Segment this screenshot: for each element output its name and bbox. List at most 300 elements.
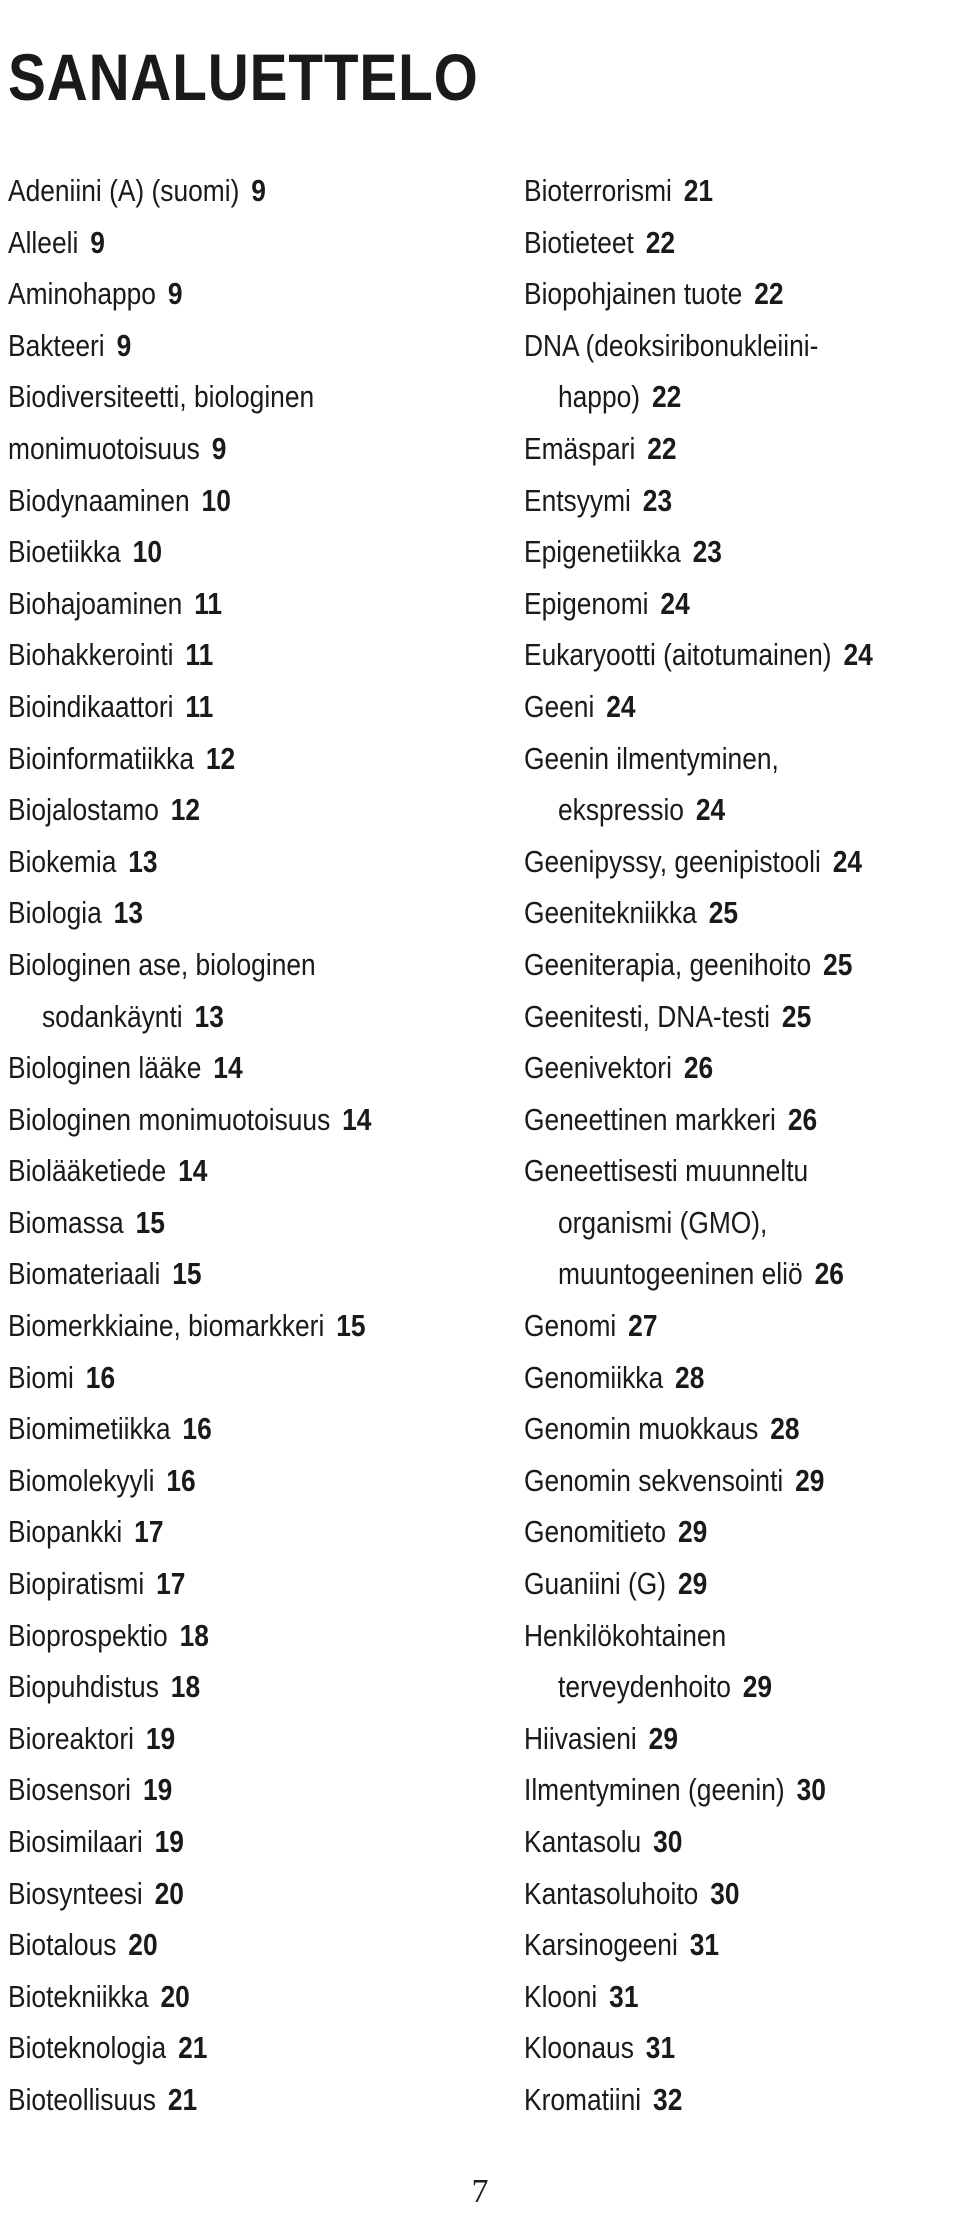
glossary-term: Hiivasieni — [524, 1720, 637, 1756]
glossary-entry — [524, 887, 960, 939]
glossary-term: Biomolekyyli — [8, 1462, 155, 1498]
glossary-page-number: 27 — [628, 1308, 658, 1344]
glossary-page-number: 10 — [132, 534, 162, 570]
glossary-page-number: 22 — [651, 379, 682, 415]
glossary-term: Biomassa — [8, 1204, 124, 1240]
glossary-entry-content — [524, 1816, 682, 1868]
glossary-term: Bioterrorismi — [524, 173, 672, 208]
glossary-page-number: 30 — [653, 1824, 683, 1859]
glossary-entry — [524, 1713, 960, 1765]
glossary-entry-content — [524, 1610, 726, 1662]
glossary-term: Geeniterapia, geenihoito — [524, 946, 812, 982]
glossary-term: Biohajoaminen — [8, 585, 183, 621]
glossary-page-number: 26 — [787, 1101, 818, 1137]
glossary-entry-content — [8, 1197, 165, 1249]
glossary-entry — [524, 578, 960, 630]
glossary-page-number: 11 — [194, 585, 223, 621]
glossary-entry-content — [8, 1094, 371, 1146]
glossary-term: terveydenhoito — [558, 1669, 731, 1705]
glossary-entry-content — [8, 1403, 212, 1455]
glossary-term: Biosimilaari — [8, 1824, 143, 1859]
glossary-term: Geenitesti, DNA-testi — [524, 998, 771, 1034]
glossary-entry-content — [8, 475, 231, 527]
glossary-entry — [8, 320, 508, 372]
glossary-entry-content — [524, 1919, 719, 1971]
glossary-entry — [8, 1403, 508, 1455]
glossary-entry — [8, 1610, 508, 1662]
glossary-entry-content — [8, 526, 162, 578]
glossary-entry — [524, 1919, 960, 1971]
glossary-page-number: 29 — [677, 1566, 708, 1602]
glossary-page-number: 30 — [796, 1772, 826, 1808]
glossary-term: Ilmentyminen (geenin) — [524, 1772, 785, 1808]
glossary-entry-content — [524, 526, 722, 578]
glossary-term: DNA (deoksiribonukleiini- — [524, 327, 819, 363]
glossary-term: Biotieteet — [524, 224, 634, 260]
glossary-term: Biomi — [8, 1359, 74, 1395]
glossary-entry — [8, 1971, 508, 2023]
glossary-entry-content — [8, 784, 200, 836]
glossary-term: Bioprospektio — [8, 1617, 168, 1653]
glossary-entry-content — [8, 1042, 243, 1094]
glossary-entry — [524, 217, 960, 269]
glossary-term: Bioetiikka — [8, 534, 121, 570]
glossary-term: ekspressio — [558, 792, 684, 828]
glossary-term: Bioinformatiikka — [8, 740, 194, 776]
glossary-page-number: 9 — [211, 430, 227, 466]
glossary-page-number: 31 — [645, 2030, 676, 2066]
glossary-page-number: 21 — [178, 2030, 208, 2066]
glossary-entry — [524, 423, 960, 475]
glossary-entry-content — [8, 371, 314, 423]
glossary-entry — [524, 371, 960, 423]
page-number: 7 — [471, 2173, 489, 2210]
glossary-term: Kloonaus — [524, 2030, 634, 2066]
glossary-term: Biosensori — [8, 1772, 132, 1808]
glossary-entry — [8, 1558, 508, 1610]
glossary-entry-content — [8, 1248, 202, 1300]
glossary-entry — [8, 268, 508, 320]
glossary-entry-content — [8, 733, 235, 785]
glossary-entry — [524, 2074, 960, 2126]
glossary-entry — [8, 1868, 508, 1920]
glossary-entry-content — [524, 475, 672, 527]
glossary-term: Biopiratismi — [8, 1566, 145, 1602]
glossary-entry — [524, 475, 960, 527]
glossary-term: Genomitieto — [524, 1514, 667, 1550]
glossary-entry-content — [524, 784, 725, 836]
glossary-term: Biomateriaali — [8, 1256, 161, 1292]
glossary-term: Bioreaktori — [8, 1720, 134, 1756]
glossary-term: Entsyymi — [524, 482, 631, 518]
glossary-page-number: 24 — [660, 585, 690, 621]
glossary-entry-content — [524, 1300, 657, 1352]
glossary-page-number: 31 — [609, 1978, 639, 2014]
glossary-term: Biokemia — [8, 843, 117, 879]
glossary-entry — [524, 1094, 960, 1146]
glossary-entry-content — [8, 1455, 196, 1507]
glossary-entry-content — [524, 165, 713, 217]
glossary-entry — [8, 939, 508, 991]
glossary-page-number: 9 — [251, 173, 266, 208]
glossary-entry — [524, 165, 960, 217]
glossary-entry — [8, 836, 508, 888]
glossary-page-number: 19 — [145, 1720, 176, 1756]
glossary-term: Alleeli — [8, 224, 79, 260]
glossary-entry — [524, 1868, 960, 1920]
glossary-page-number: 23 — [642, 482, 673, 518]
glossary-page-number: 9 — [90, 224, 105, 260]
glossary-term: Eukaryootti (aitotumainen) — [524, 637, 832, 673]
glossary-term: Emäspari — [524, 430, 636, 466]
glossary-entry-content — [524, 733, 779, 785]
glossary-page-number: 19 — [154, 1824, 184, 1859]
glossary-page-number: 14 — [342, 1101, 372, 1137]
glossary-page-number: 14 — [178, 1153, 208, 1189]
glossary-entry-content — [8, 887, 143, 939]
glossary-entry — [8, 1764, 508, 1816]
glossary-page-number: 24 — [843, 637, 873, 673]
glossary-term: Biosynteesi — [8, 1875, 143, 1911]
glossary-term: Genomin sekvensointi — [524, 1462, 784, 1498]
glossary-column-right — [524, 165, 960, 2126]
glossary-entry-content — [8, 578, 222, 630]
glossary-term: Adeniini (A) (suomi) — [8, 173, 240, 208]
glossary-page-number: 13 — [194, 998, 224, 1034]
glossary-page-number: 28 — [675, 1359, 705, 1395]
glossary-entry — [8, 629, 508, 681]
glossary-term: Bioteknologia — [8, 2030, 167, 2066]
glossary-page-number: 29 — [742, 1669, 773, 1705]
glossary-entry-content — [8, 1661, 200, 1713]
glossary-term: Geneettinen markkeri — [524, 1101, 776, 1137]
glossary-entry-content — [524, 1455, 824, 1507]
glossary-entry-content — [524, 991, 811, 1043]
glossary-term: Biologinen ase, biologinen — [8, 946, 316, 982]
glossary-page-number: 17 — [156, 1566, 186, 1602]
glossary-term: Biolääketiede — [8, 1153, 167, 1189]
glossary-term: Guaniini (G) — [524, 1566, 667, 1602]
glossary-term: monimuotoisuus — [8, 430, 200, 466]
glossary-page-number: 25 — [708, 895, 739, 931]
glossary-entry — [524, 320, 960, 372]
glossary-page-number: 28 — [770, 1411, 800, 1447]
glossary-entry-content — [524, 217, 675, 269]
glossary-column-left — [8, 165, 508, 2126]
glossary-entry-content — [8, 1816, 184, 1868]
glossary-entry-content — [8, 2074, 197, 2126]
glossary-page-number: 15 — [336, 1308, 366, 1344]
glossary-entry — [524, 784, 960, 836]
glossary-entry — [8, 1042, 508, 1094]
glossary-entry — [524, 1455, 960, 1507]
glossary-term: organismi (GMO), — [558, 1204, 768, 1240]
glossary-entry-content — [524, 1145, 808, 1197]
glossary-entry-content — [8, 1764, 172, 1816]
glossary-term: Biomerkkiaine, biomarkkeri — [8, 1308, 325, 1344]
glossary-entry — [8, 1094, 508, 1146]
glossary-entry — [8, 1455, 508, 1507]
glossary-entry — [8, 1713, 508, 1765]
glossary-page-number: 29 — [677, 1514, 708, 1550]
glossary-page-number: 31 — [689, 1927, 720, 1963]
glossary-entry — [524, 1352, 960, 1404]
glossary-entry-content — [8, 1868, 184, 1920]
glossary-term: Karsinogeeni — [524, 1927, 678, 1963]
glossary-entry-content — [8, 1352, 115, 1404]
glossary-page-number: 20 — [160, 1978, 190, 2014]
glossary-page-number: 30 — [710, 1875, 740, 1911]
glossary-entry-content — [524, 578, 690, 630]
glossary-page-number: 16 — [85, 1359, 116, 1395]
glossary-page-number: 24 — [832, 843, 863, 879]
glossary-term: Aminohappo — [8, 276, 156, 312]
glossary-entry — [8, 1919, 508, 1971]
glossary-entry — [8, 991, 508, 1043]
glossary-entry — [524, 1661, 960, 1713]
glossary-page-number: 15 — [135, 1204, 165, 1240]
glossary-page-number: 18 — [170, 1669, 201, 1705]
glossary-term: Epigenomi — [524, 585, 649, 621]
glossary-entry-content — [8, 268, 183, 320]
glossary-term: Bioteollisuus — [8, 2081, 156, 2117]
glossary-page-number: 12 — [205, 740, 236, 776]
glossary-entry-content — [8, 939, 316, 991]
glossary-term: Biotalous — [8, 1927, 117, 1963]
glossary-entry — [8, 1145, 508, 1197]
glossary-entry — [524, 1764, 960, 1816]
glossary-page-number: 21 — [167, 2081, 198, 2117]
glossary-entry-content — [8, 1506, 163, 1558]
glossary-entry — [524, 526, 960, 578]
glossary-page-number: 22 — [645, 224, 676, 260]
glossary-term: Epigenetiikka — [524, 534, 681, 570]
glossary-term: Biodynaaminen — [8, 482, 190, 518]
glossary-entry — [524, 1300, 960, 1352]
glossary-entry — [8, 578, 508, 630]
glossary-entry-content — [8, 423, 226, 475]
glossary-entry-content — [8, 1300, 366, 1352]
glossary-entry-content — [8, 2022, 207, 2074]
glossary-entry — [524, 681, 960, 733]
glossary-page-number: 22 — [754, 276, 784, 312]
glossary-entry — [8, 1661, 508, 1713]
glossary-entry-content — [524, 1506, 707, 1558]
glossary-entry — [8, 1352, 508, 1404]
glossary-entry — [8, 1300, 508, 1352]
glossary-entry-content — [524, 1352, 704, 1404]
glossary-page-number: 29 — [648, 1720, 678, 1756]
glossary-entry-content — [524, 1661, 772, 1713]
glossary-entry-content — [8, 1145, 207, 1197]
glossary-term: Biologinen monimuotoisuus — [8, 1101, 331, 1137]
glossary-entry-content — [524, 1971, 638, 2023]
glossary-page-number: 10 — [201, 482, 231, 518]
glossary-entry-content — [524, 1197, 767, 1249]
glossary-term: Biodiversiteetti, biologinen — [8, 379, 315, 415]
glossary-page-number: 26 — [814, 1256, 844, 1292]
glossary-entry — [524, 1145, 960, 1197]
glossary-term: Biopohjainen tuote — [524, 276, 743, 312]
glossary-entry-content — [8, 1558, 185, 1610]
glossary-entry — [8, 475, 508, 527]
glossary-entry-content — [524, 320, 818, 372]
glossary-entry-content — [524, 1094, 817, 1146]
glossary-term: Kantasoluhoito — [524, 1875, 699, 1911]
glossary-entry-content — [8, 1713, 175, 1765]
glossary-entry-content — [524, 1764, 826, 1816]
glossary-entry-content — [8, 629, 213, 681]
glossary-entry — [524, 268, 960, 320]
glossary-page-number: 13 — [128, 843, 158, 879]
glossary-page-number: 19 — [142, 1772, 173, 1808]
glossary-term: Kantasolu — [524, 1824, 642, 1859]
glossary-entry — [524, 1558, 960, 1610]
glossary-term: Biologinen lääke — [8, 1050, 202, 1086]
glossary-entry — [524, 629, 960, 681]
glossary-entry — [524, 1197, 960, 1249]
glossary-entry — [8, 423, 508, 475]
glossary-entry — [8, 1197, 508, 1249]
glossary-entry — [8, 217, 508, 269]
glossary-page-number: 9 — [167, 276, 183, 312]
glossary-entry-content — [524, 887, 738, 939]
glossary-entry-content — [524, 939, 852, 991]
glossary-term: Biotekniikka — [8, 1978, 149, 2014]
glossary-entry-content — [524, 1042, 713, 1094]
glossary-entry — [524, 1816, 960, 1868]
glossary-page-number: 20 — [154, 1875, 184, 1911]
glossary-entry-content — [524, 371, 681, 423]
glossary-term: Geneettisesti muunneltu — [524, 1153, 809, 1189]
glossary-entry — [8, 165, 508, 217]
glossary-entry — [524, 1971, 960, 2023]
glossary-page-number: 20 — [128, 1927, 158, 1963]
glossary-page-number: 12 — [170, 792, 201, 828]
glossary-entry — [8, 526, 508, 578]
glossary-entry — [8, 1506, 508, 1558]
glossary-entry-content — [8, 1610, 209, 1662]
glossary-page-number: 29 — [795, 1462, 825, 1498]
glossary-page-number: 26 — [683, 1050, 714, 1086]
glossary-entry-content — [524, 629, 873, 681]
glossary-term: Biopuhdistus — [8, 1669, 159, 1705]
glossary-term: Bakteeri — [8, 327, 105, 363]
glossary-entry-content — [524, 268, 784, 320]
glossary-page-number: 11 — [185, 688, 214, 724]
glossary-term: Geenin ilmentyminen, — [524, 740, 779, 776]
glossary-entry — [8, 733, 508, 785]
glossary-term: sodankäynti — [42, 998, 183, 1034]
glossary-term: Genomiikka — [524, 1359, 664, 1395]
glossary-entry — [524, 1248, 960, 1300]
glossary-page-number: 14 — [213, 1050, 243, 1086]
glossary-term: Biohakkerointi — [8, 637, 174, 673]
glossary-entry-content — [524, 2022, 675, 2074]
glossary-term: Biojalostamo — [8, 792, 159, 828]
glossary-term: Biopankki — [8, 1514, 123, 1550]
glossary-entry — [524, 836, 960, 888]
glossary-term: Biologia — [8, 895, 102, 931]
glossary-entry-content — [524, 836, 862, 888]
glossary-entry-content — [524, 2074, 682, 2126]
glossary-term: happo) — [558, 379, 641, 415]
glossary-entry-content — [8, 681, 213, 733]
glossary-term: Genomi — [524, 1308, 617, 1344]
glossary-term: Geenipyssy, geenipistooli — [524, 843, 821, 879]
glossary-page-number: 24 — [606, 688, 636, 724]
glossary-page-number: 21 — [683, 173, 714, 208]
glossary-entry-content — [524, 1248, 844, 1300]
glossary-entry — [8, 1816, 508, 1868]
glossary-entry — [524, 733, 960, 785]
glossary-term: muuntogeeninen eliö — [558, 1256, 803, 1292]
glossary-term: Henkilökohtainen — [524, 1617, 727, 1653]
glossary-term: Klooni — [524, 1978, 598, 2014]
glossary-entry-content — [524, 1713, 678, 1765]
glossary-entry — [524, 1506, 960, 1558]
glossary-entry-content — [8, 217, 105, 269]
glossary-page-number: 16 — [182, 1411, 212, 1447]
glossary-term: Biomimetiikka — [8, 1411, 171, 1447]
glossary-entry — [524, 1610, 960, 1662]
glossary-entry-content — [8, 991, 224, 1043]
glossary-entry-content — [524, 1558, 707, 1610]
glossary-entry-content — [524, 681, 636, 733]
glossary-entry — [8, 784, 508, 836]
glossary-entry-content — [524, 423, 677, 475]
glossary-term: Geeni — [524, 688, 595, 724]
glossary-page-number: 13 — [113, 895, 143, 931]
glossary-term: Geenivektori — [524, 1050, 672, 1086]
glossary-page-number: 9 — [116, 327, 132, 363]
glossary-entry-content — [524, 1868, 740, 1920]
glossary-term: Geenitekniikka — [524, 895, 697, 931]
glossary-entry — [8, 887, 508, 939]
glossary-page-number: 15 — [172, 1256, 202, 1292]
glossary-page-number: 17 — [134, 1514, 164, 1550]
glossary-entry-content — [8, 836, 158, 888]
glossary-page-number: 32 — [653, 2081, 683, 2117]
glossary-page-number: 25 — [781, 998, 812, 1034]
glossary-term: Kromatiini — [524, 2081, 642, 2117]
glossary-term: Bioindikaattori — [8, 688, 174, 724]
glossary-page-number: 22 — [647, 430, 677, 466]
glossary-entry-content — [8, 320, 131, 372]
glossary-entry-content — [8, 165, 266, 217]
glossary-page-number: 16 — [166, 1462, 196, 1498]
glossary-entry — [524, 2022, 960, 2074]
glossary-page-number: 24 — [695, 792, 726, 828]
glossary-entry — [8, 2074, 508, 2126]
page-title: SANALUETTELO — [8, 40, 479, 115]
glossary-entry-content — [524, 1403, 800, 1455]
glossary-entry — [8, 2022, 508, 2074]
glossary-entry — [8, 371, 508, 423]
glossary-entry — [524, 1042, 960, 1094]
glossary-entry — [8, 1248, 508, 1300]
glossary-page-number: 11 — [185, 637, 214, 673]
glossary-entry — [524, 991, 960, 1043]
glossary-entry — [524, 1403, 960, 1455]
glossary-entry-content — [8, 1971, 190, 2023]
glossary-page-number: 25 — [823, 946, 853, 982]
glossary-term: Genomin muokkaus — [524, 1411, 759, 1447]
glossary-page-number: 18 — [179, 1617, 209, 1653]
glossary-entry — [8, 681, 508, 733]
glossary-page-number: 23 — [692, 534, 722, 570]
glossary-entry-content — [8, 1919, 158, 1971]
